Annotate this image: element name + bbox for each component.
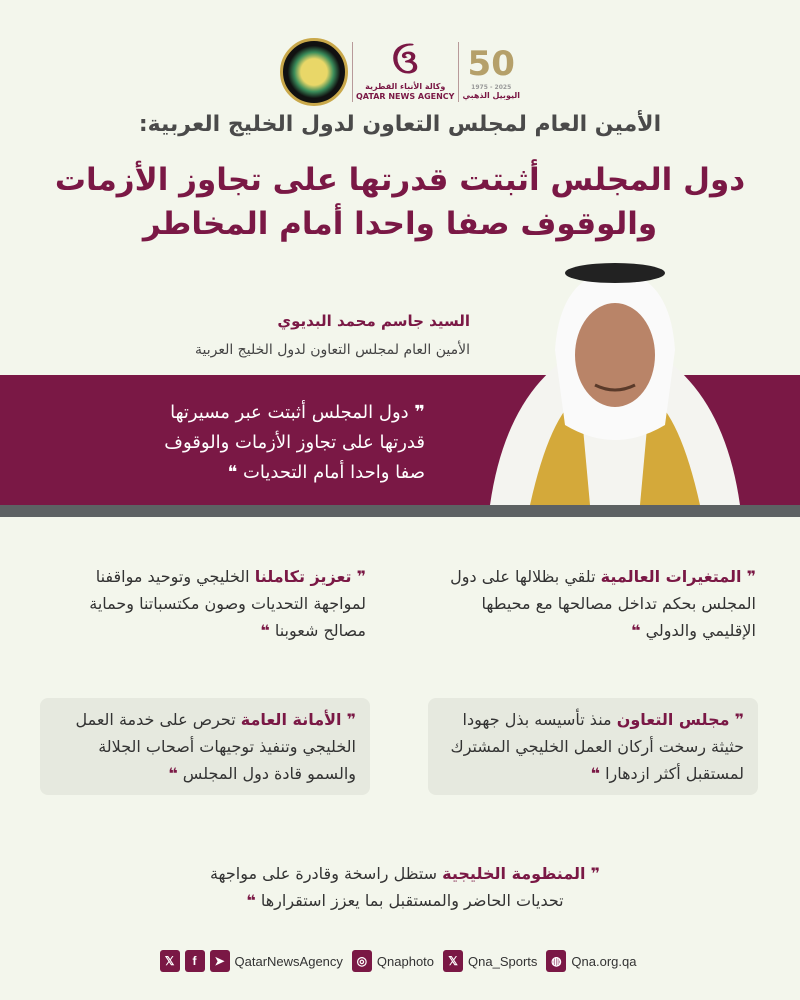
card-text: الخليجي وتوحيد مواقفنا لمواجهة التحديات وصون مكتسباتنا وحماية مصالح شعوبنا bbox=[89, 567, 366, 640]
headline bbox=[0, 158, 800, 246]
card-highlight: المتغيرات العالمية bbox=[600, 567, 742, 586]
card-text: ستظل راسخة وقادرة على مواجهة تحديات الحاضر والمستقبل بما يعزز استقرارها bbox=[209, 864, 564, 910]
website-icon[interactable]: ◍ bbox=[546, 950, 566, 972]
quote-open-icon: ❞ bbox=[746, 567, 756, 586]
quote-card bbox=[35, 555, 380, 652]
logo-bar bbox=[280, 32, 520, 112]
quote-card bbox=[428, 698, 758, 795]
quote-close-icon: ❝ bbox=[631, 621, 641, 640]
qna-mark-icon: ઉ bbox=[392, 41, 419, 82]
card-text: تحرص على خدمة العمل الخليجي وتنفيذ توجيهات أصحاب الجلالة والسمو قادة دول المجلس bbox=[75, 710, 356, 783]
divider bbox=[352, 42, 353, 102]
person-name: السيد جاسم محمد البديوي bbox=[277, 312, 470, 330]
band-quote-line: قدرتها على تجاوز الأزمات والوقوف bbox=[164, 432, 425, 453]
portrait-photo bbox=[470, 255, 760, 505]
handle-photo-link[interactable]: Qnaphoto bbox=[376, 953, 435, 969]
social-footer bbox=[0, 950, 800, 972]
band-strip bbox=[0, 505, 800, 517]
card-highlight: مجلس التعاون bbox=[616, 710, 730, 729]
quote-close-icon: ❝ bbox=[168, 764, 178, 783]
quote-open-icon: ❞ bbox=[734, 710, 744, 729]
quote-open-icon: ❞ bbox=[590, 864, 601, 883]
quote-card bbox=[430, 555, 770, 652]
card-highlight: تعزيز تكاملنا bbox=[254, 567, 352, 586]
golden-jubilee-logo bbox=[462, 44, 520, 100]
band-quote-line: صفا واحدا أمام التحديات bbox=[242, 462, 425, 483]
website-link[interactable]: Qna.org.qa bbox=[571, 953, 637, 969]
facebook-icon[interactable]: f bbox=[185, 950, 205, 972]
qna-name-en: QATAR NEWS AGENCY bbox=[356, 92, 455, 101]
qna-logo bbox=[356, 42, 454, 103]
card-text: منذ تأسيسه بذل جهودا حثيثة رسخت أركان العمل الخليجي المشترك لمستقبل أكثر ازدهارا bbox=[450, 710, 744, 783]
quote-open-icon: ❞ bbox=[414, 402, 425, 423]
card-highlight: المنظومة الخليجية bbox=[442, 864, 586, 883]
jubilee-years: 1975 - 2025 bbox=[471, 84, 512, 91]
card-text: تلقي بظلالها على دول المجلس بحكم تداخل مصالحها مع محيطها الإقليمي والدولي bbox=[450, 567, 756, 640]
band-quote-line: دول المجلس أثبتت عبر مسيرتها bbox=[170, 402, 409, 423]
x-icon[interactable]: 𝕏 bbox=[160, 950, 180, 972]
quote-close-icon: ❝ bbox=[246, 891, 256, 910]
quote-close-icon: ❝ bbox=[227, 462, 238, 483]
quote-open-icon: ❞ bbox=[356, 567, 366, 586]
jubilee-number: 50 bbox=[467, 44, 515, 84]
quote-card bbox=[40, 698, 370, 795]
divider bbox=[458, 42, 459, 102]
handle-sports-link[interactable]: Qna_Sports bbox=[468, 953, 538, 969]
quote-card bbox=[190, 852, 620, 922]
instagram-icon[interactable]: ◎ bbox=[352, 950, 372, 972]
person-title: الأمين العام لمجلس التعاون لدول الخليج العربية bbox=[194, 342, 470, 358]
kicker: الأمين العام لمجلس التعاون لدول الخليج العربية: bbox=[138, 112, 662, 137]
jubilee-label: اليوبيل الذهبي bbox=[462, 91, 520, 100]
quote-close-icon: ❝ bbox=[260, 621, 270, 640]
quote-open-icon: ❞ bbox=[346, 710, 356, 729]
headline-line-1: دول المجلس أثبتت قدرتها على تجاوز الأزمات bbox=[54, 162, 746, 198]
telegram-icon[interactable]: ➤ bbox=[210, 950, 230, 972]
qna-name-ar: وكالة الأنباء القطرية bbox=[365, 81, 446, 91]
gcc-emblem-logo bbox=[280, 38, 348, 106]
quote-close-icon: ❝ bbox=[590, 764, 600, 783]
band-quote bbox=[95, 398, 425, 488]
handle-main-link[interactable]: QatarNewsAgency bbox=[234, 953, 343, 969]
headline-line-2: والوقوف صفا واحدا أمام المخاطر bbox=[142, 206, 658, 242]
x-icon[interactable]: 𝕏 bbox=[443, 950, 463, 972]
card-highlight: الأمانة العامة bbox=[240, 710, 342, 729]
